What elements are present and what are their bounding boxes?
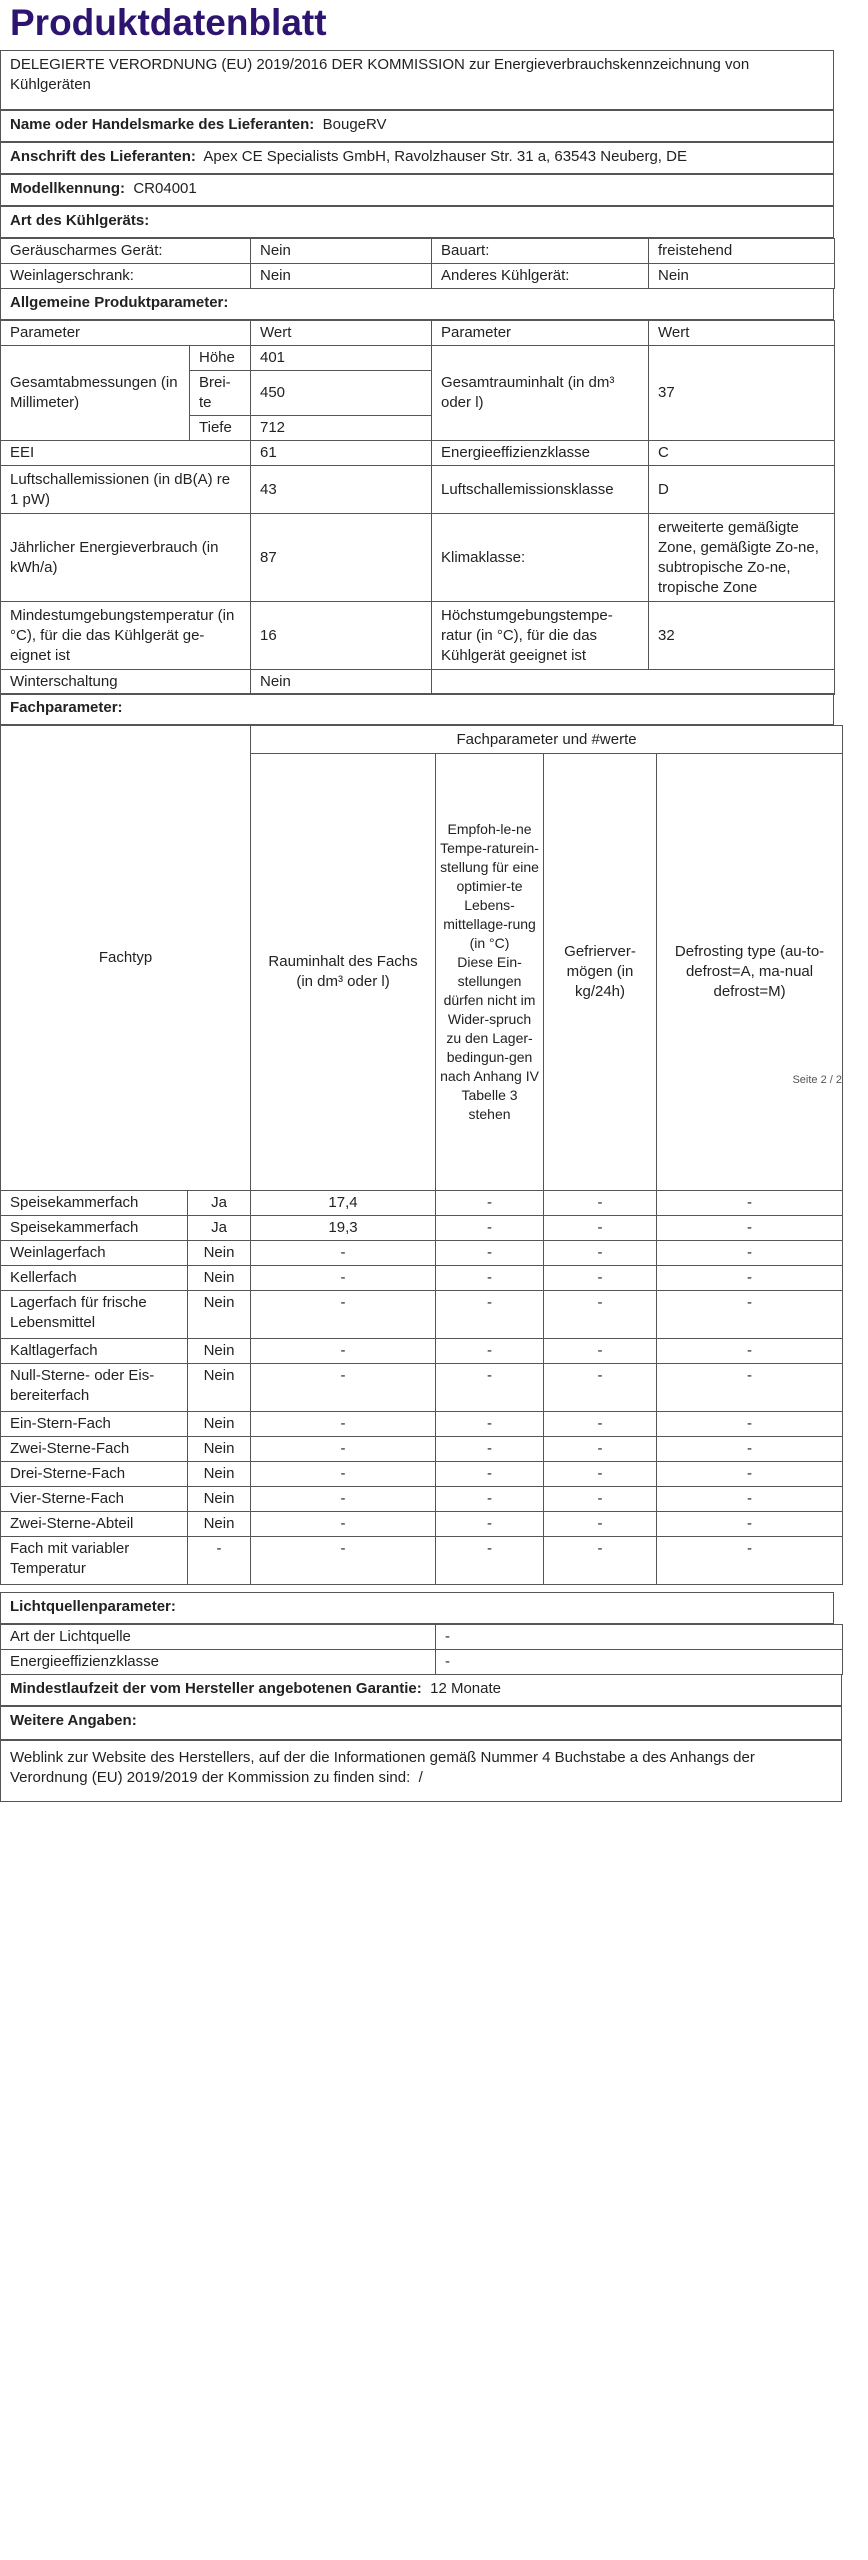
compartment-name-cell: Lagerfach für frische Lebensmittel [1,1291,188,1339]
table-row: Geräuscharmes Gerät: Nein Bauart: freistehend [1,239,835,264]
supplier-row [0,110,834,142]
further-heading: Weitere Angaben: [0,1706,842,1740]
light-table [0,1624,843,1675]
compartment-defrost-cell: - [657,1339,843,1364]
compartment-freeze-cell: - [544,1266,657,1291]
compartment-present-cell: Nein [188,1412,251,1437]
table-row [1,1241,843,1266]
compartment-present-cell: Nein [188,1512,251,1537]
compartment-temp-cell: - [436,1266,544,1291]
compartment-temp-cell: - [436,1512,544,1537]
compartment-rows [1,1191,843,1585]
energy-consumption-value: 87 [251,514,432,602]
compartment-vol-cell: - [251,1437,436,1462]
address-label: Anschrift des Lieferanten: [10,148,196,165]
compartment-name-cell: Speisekammerfach [1,1191,188,1216]
noise-class-value: D [649,466,835,514]
compartment-temp-cell: - [436,1291,544,1339]
compartment-present-cell: Nein [188,1266,251,1291]
compartment-freeze-cell: - [544,1241,657,1266]
compartment-defrost-cell: - [657,1512,843,1537]
compartment-vol-cell: - [251,1241,436,1266]
compartment-group-header: Fachparameter und #werte [251,726,843,754]
model-row [0,174,834,206]
compartment-temp-cell: - [436,1241,544,1266]
table-row [1,1512,843,1537]
compartment-vol-cell: 17,4 [251,1191,436,1216]
compartment-defrost-cell: - [657,1364,843,1412]
compartment-name-cell: Null-Sterne- oder Eis-bereiterfach [1,1364,188,1412]
compartment-defrost-cell: - [657,1462,843,1487]
compartment-freeze-cell: - [544,1412,657,1437]
compartment-freeze-cell: - [544,1487,657,1512]
compartment-temp-cell: - [436,1412,544,1437]
compartment-defrost-cell: - [657,1437,843,1462]
compartment-name-cell: Kellerfach [1,1266,188,1291]
model-label: Modellkennung: [10,180,125,197]
compartment-name-cell: Vier-Sterne-Fach [1,1487,188,1512]
compartment-vol-cell: - [251,1364,436,1412]
table-row: Art der Lichtquelle - [1,1625,843,1650]
compartment-freeze-cell: - [544,1512,657,1537]
table-row [1,1364,843,1412]
noise-value: 43 [251,466,432,514]
table-row [1,1339,843,1364]
compartment-name-cell: Weinlagerfach [1,1241,188,1266]
table-row: Luftschallemissionen (in dB(A) re 1 pW) 43 Luftschallemissionsklasse D [1,466,835,514]
supplier-value: BougeRV [322,116,387,133]
regulation-box [0,50,834,110]
height-value: 401 [251,346,432,371]
compartment-present-cell: Nein [188,1339,251,1364]
table-row [1,1191,843,1216]
compartment-temp-cell: - [436,1437,544,1462]
table-row: EEI 61 Energieeffizienzklasse C [1,441,835,466]
warranty-row [0,1674,842,1706]
compartment-present-cell: Nein [188,1437,251,1462]
compartment-defrost-cell: - [657,1537,843,1585]
table-row: Brei-te 450 [1,371,835,416]
general-heading: Allgemeine Produktparameter: [0,288,834,320]
winter-value: Nein [251,670,432,695]
compartments-table: Fachtyp Fachparameter und #werte Rauminhalt des Fachs (in dm³ oder l) Empfoh-le-ne Tempe-raturein-stellung für eine optimier-te Lebens-mittellage-rung (in °C) Diese Ein-stellungen dürfen nicht im Wider-spruch zu den Lager-bedingun-gen nach Anhang IV Tabelle 3 stehen Gefrierver-mögen (in kg/24h) Defrosting type (au-to-defrost=A, ma-nual defrost=M) Speisekammerfach Ja 17,4 - - - Speisekammerfach Ja 19,3 - - - Weinlagerfach Nein - - - - Kellerfach Nein - - - - Lagerfach für frische Lebensmittel Nein - - - - Kaltlagerfach Nein - - - - Null-Sterne- oder Eis-bereiterfach Nein - - - - Ein-Stern-Fach Nein - - - - Zwei-Sterne-Fach Nein - - - - Drei-Sterne-Fach Nein - - - - Vier-Sterne-Fach Nein - - - - Zwei-Sterne-Abteil Nein - - - - Fach mit variabler Temperatur - - - - - [0,725,843,1585]
weblink-value[interactable]: / [418,1769,423,1786]
compartment-defrost-cell: - [657,1487,843,1512]
table-row: Gesamtabmessungen (in Millimeter) Höhe 401 Gesamtrauminhalt (in dm³ oder l) 37 [1,346,835,371]
table-row [1,1537,843,1585]
table-row [1,1462,843,1487]
compartment-freeze-cell: - [544,1437,657,1462]
device-type-table [0,238,835,289]
compartment-present-cell: Nein [188,1241,251,1266]
light-type-value: - [436,1625,843,1650]
compartment-vol-cell: - [251,1266,436,1291]
compartment-vol-cell: - [251,1487,436,1512]
table-row: Parameter Wert Parameter Wert [1,321,835,346]
compartment-present-cell: - [188,1537,251,1585]
compartment-freeze-cell: - [544,1291,657,1339]
general-params-table [0,320,835,695]
min-temp-value: 16 [251,602,432,670]
supplier-label: Name oder Handelsmarke des Lieferanten: [10,116,315,133]
table-row [1,1216,843,1241]
table-row [1,1291,843,1339]
further-info [0,1740,842,1802]
compartment-defrost-cell: - [657,1412,843,1437]
compartment-freeze-cell: - [544,1537,657,1585]
table-row: Weinlagerschrank: Nein Anderes Kühlgerät: Nein [1,264,835,289]
compartment-temp-cell: - [436,1462,544,1487]
compartment-defrost-cell: - [657,1291,843,1339]
compartment-freeze-cell: - [544,1216,657,1241]
compartment-present-cell: Nein [188,1291,251,1339]
table-row: Energieeffizienzklasse - [1,1650,843,1675]
table-row: Jährlicher Energieverbrauch (in kWh/a) 87 Klimaklasse: erweiterte gemäßigte Zone, gemäßigte Zo-ne, subtropische Zo-ne, tropische Zone [1,514,835,602]
warranty-value: 12 Monate [430,1680,501,1697]
compartment-name-cell: Zwei-Sterne-Fach [1,1437,188,1462]
compartment-present-cell: Nein [188,1462,251,1487]
address-row [0,142,834,174]
compartment-temp-cell: - [436,1364,544,1412]
table-row [1,1437,843,1462]
climate-class-value: erweiterte gemäßigte Zone, gemäßigte Zo-ne, subtropische Zo-ne, tropische Zone [649,514,835,602]
device-type-heading: Art des Kühlgeräts: [0,206,834,238]
energy-class-value: C [649,441,835,466]
table-row [1,1266,843,1291]
compartment-name-cell: Fach mit variabler Temperatur [1,1537,188,1585]
compartment-temp-cell: - [436,1487,544,1512]
table-row [1,1487,843,1512]
compartment-vol-cell: 19,3 [251,1216,436,1241]
weblink-text: Weblink zur Website des Herstellers, auf der die Informationen gemäß Nummer 4 Buchstabe a des Anhangs der Verordnung (EU) 2019/2019 der Kommission zu finden sind: [10,1749,755,1786]
compartment-present-cell: Nein [188,1487,251,1512]
compartment-freeze-cell: - [544,1364,657,1412]
compartment-freeze-cell: - [544,1462,657,1487]
dimensions-label: Gesamtabmessungen (in Millimeter) [1,346,190,441]
eei-value: 61 [251,441,432,466]
address-value: Apex CE Specialists GmbH, Ravolzhauser Str. 31 a, 63543 Neuberg, DE [203,148,687,165]
compartment-vol-cell: - [251,1512,436,1537]
compartment-vol-cell: - [251,1339,436,1364]
regulation-text: DELEGIERTE VERORDNUNG (EU) 2019/2016 DER KOMMISSION zur Energieverbrauchskennzeichnung von Kühlgeräten [10,56,750,93]
total-volume-value: 37 [649,346,835,441]
compartment-vol-cell: - [251,1537,436,1585]
compartment-temp-cell: - [436,1216,544,1241]
compartment-vol-cell: - [251,1291,436,1339]
compartment-vol-cell: - [251,1462,436,1487]
compartment-name-cell: Speisekammerfach [1,1216,188,1241]
warranty-label: Mindestlaufzeit der vom Hersteller angebotenen Garantie: [10,1680,422,1697]
compartment-present-cell: Nein [188,1364,251,1412]
light-heading: Lichtquellenparameter: [0,1592,834,1624]
compartment-temp-cell: - [436,1537,544,1585]
compartment-present-cell: Ja [188,1216,251,1241]
compartment-name-cell: Drei-Sterne-Fach [1,1462,188,1487]
compartment-name-cell: Zwei-Sterne-Abteil [1,1512,188,1537]
compartment-name-cell: Kaltlagerfach [1,1339,188,1364]
max-temp-value: 32 [649,602,835,670]
compartment-vol-cell: - [251,1412,436,1437]
table-row: Winterschaltung Nein [1,670,835,695]
compartments-heading: Fachparameter: [0,693,834,725]
compartment-temp-cell: - [436,1191,544,1216]
depth-value: 712 [251,416,432,441]
table-row: Tiefe 712 [1,416,835,441]
table-row: Mindestumgebungstemperatur (in °C), für die das Kühlgerät ge-eignet ist 16 Höchstumgebungstempe-ratur (in °C), für die das Kühlgerät geeignet ist 32 [1,602,835,670]
compartment-defrost-cell: - [657,1241,843,1266]
compartment-freeze-cell: - [544,1191,657,1216]
table-row [1,1412,843,1437]
model-value: CR04001 [133,180,197,197]
width-value: 450 [251,371,432,416]
page-title: Produktdatenblatt [10,2,327,43]
compartment-temp-cell: - [436,1339,544,1364]
compartment-name-cell: Ein-Stern-Fach [1,1412,188,1437]
page-number: Seite 2 / 2 [792,1074,842,1086]
compartment-defrost-cell: - [657,1216,843,1241]
compartment-type-header: Fachtyp [1,726,251,1191]
compartment-defrost-cell: - [657,1191,843,1216]
compartment-freeze-cell: - [544,1339,657,1364]
compartment-defrost-cell: - [657,1266,843,1291]
compartment-present-cell: Ja [188,1191,251,1216]
light-class-value: - [436,1650,843,1675]
